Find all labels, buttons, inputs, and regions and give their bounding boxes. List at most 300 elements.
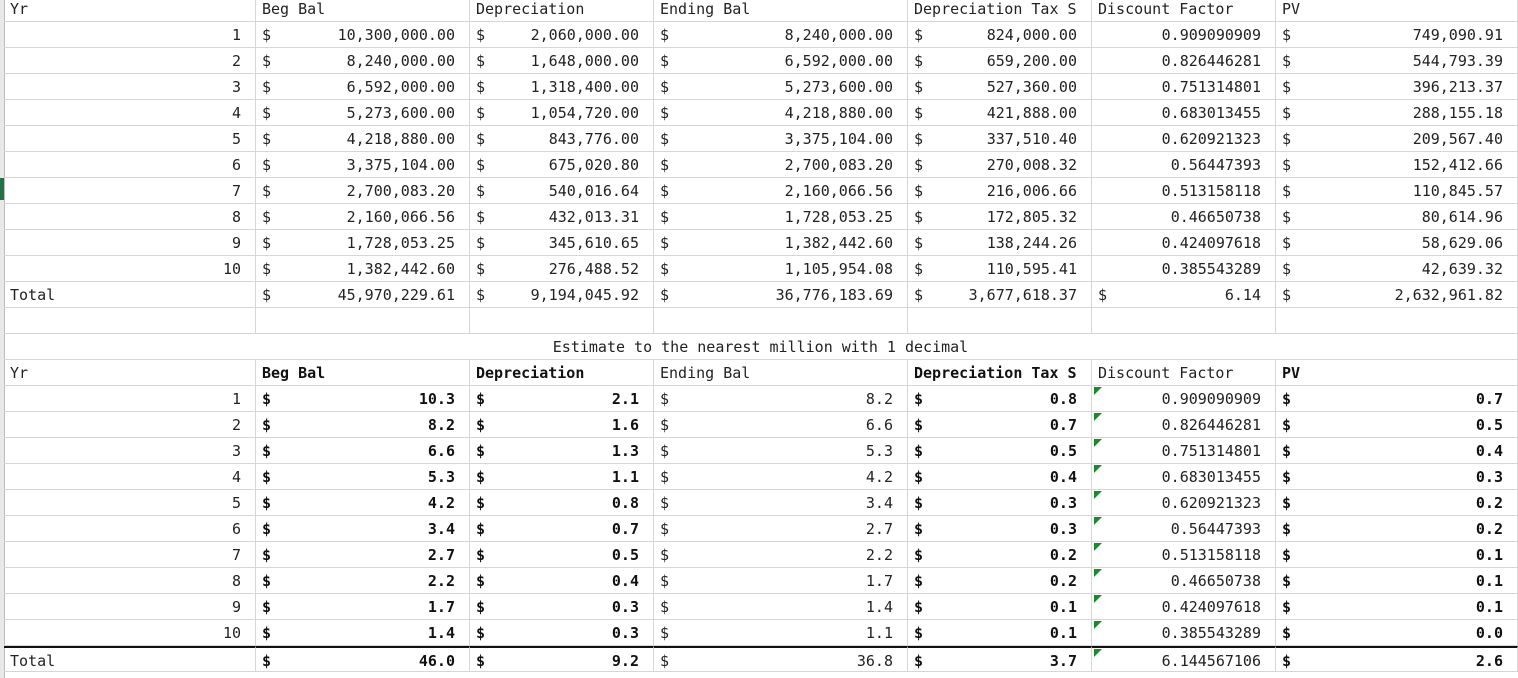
- table2-cell-df[interactable]: [1092, 438, 1276, 464]
- table2-cell-end[interactable]: [654, 464, 908, 490]
- table1-cell-pv[interactable]: [1276, 74, 1518, 100]
- currency-symbol: $: [660, 182, 670, 200]
- table2-cell-tax[interactable]: [908, 594, 1092, 620]
- table1-cell-dep[interactable]: [470, 22, 654, 48]
- table1-cell-yr[interactable]: [4, 22, 256, 48]
- dep-value: 1.1: [611, 468, 639, 486]
- table2-cell-dep[interactable]: [470, 620, 654, 646]
- dep-value: 276,488.52: [548, 260, 639, 278]
- currency-symbol: $: [660, 104, 670, 122]
- dep-value: 1,648,000.00: [530, 52, 639, 70]
- table1-cell-yr[interactable]: [4, 126, 256, 152]
- table1-cell-df[interactable]: [1092, 100, 1276, 126]
- table1-cell-beg[interactable]: [256, 74, 470, 100]
- table1-cell-beg[interactable]: [256, 152, 470, 178]
- column-header-label: Discount Factor: [1098, 364, 1234, 382]
- table1-cell-pv[interactable]: [1276, 178, 1518, 204]
- table2-cell-end[interactable]: [654, 516, 908, 542]
- currency-symbol: $: [262, 286, 272, 304]
- table2-cell-end[interactable]: [654, 490, 908, 516]
- currency-symbol: $: [660, 260, 670, 278]
- table2-cell-yr[interactable]: [4, 542, 256, 568]
- currency-symbol: $: [1282, 286, 1292, 304]
- table2-total-row: [0, 646, 1518, 672]
- currency-symbol: $: [914, 572, 924, 590]
- currency-symbol: $: [1282, 624, 1292, 642]
- pv-value: 0.2: [1475, 494, 1503, 512]
- error-indicator-icon: [1094, 569, 1102, 577]
- table1-cell-end[interactable]: [654, 178, 908, 204]
- currency-symbol: $: [262, 652, 272, 670]
- table2-header-dep[interactable]: [470, 360, 654, 386]
- table1-cell-dep[interactable]: [470, 100, 654, 126]
- currency-symbol: $: [262, 624, 272, 642]
- table1-cell-yr[interactable]: [4, 282, 256, 308]
- currency-symbol: $: [914, 520, 924, 538]
- table2-cell-pv[interactable]: [1276, 646, 1518, 672]
- table1-cell-df[interactable]: [1092, 178, 1276, 204]
- table2-cell-yr[interactable]: [4, 464, 256, 490]
- table1-cell-beg[interactable]: [256, 178, 470, 204]
- table1-cell-df[interactable]: [1092, 282, 1276, 308]
- discount-factor-value: 0.56447393: [1170, 520, 1261, 538]
- table2-cell-yr[interactable]: [4, 438, 256, 464]
- table1-cell-df[interactable]: [1092, 22, 1276, 48]
- blank-cell[interactable]: [1092, 308, 1276, 334]
- table1-cell-end[interactable]: [654, 152, 908, 178]
- blank-cell[interactable]: [4, 308, 256, 334]
- currency-symbol: $: [1282, 156, 1292, 174]
- table2-cell-beg[interactable]: [256, 438, 470, 464]
- table1-cell-beg[interactable]: [256, 48, 470, 74]
- table1-cell-dep[interactable]: [470, 74, 654, 100]
- table1-cell-end[interactable]: [654, 48, 908, 74]
- table2-cell-df[interactable]: [1092, 646, 1276, 672]
- table1-cell-pv[interactable]: [1276, 256, 1518, 282]
- currency-symbol: $: [476, 104, 486, 122]
- table2-cell-pv[interactable]: [1276, 412, 1518, 438]
- table1-data-row: [0, 256, 1518, 282]
- table1-cell-dep[interactable]: [470, 152, 654, 178]
- table1-cell-tax[interactable]: [908, 152, 1092, 178]
- currency-symbol: $: [1282, 26, 1292, 44]
- table1-cell-end[interactable]: [654, 230, 908, 256]
- beg-value: 6.6: [427, 442, 455, 460]
- table1-cell-pv[interactable]: [1276, 126, 1518, 152]
- table2-cell-pv[interactable]: [1276, 568, 1518, 594]
- table1-cell-end[interactable]: [654, 126, 908, 152]
- table1-header-df[interactable]: [1092, 0, 1276, 22]
- table2-header-tax[interactable]: [908, 360, 1092, 386]
- year-number: 1: [231, 26, 241, 44]
- table1-cell-yr[interactable]: [4, 100, 256, 126]
- table2-cell-dep[interactable]: [470, 594, 654, 620]
- currency-symbol: $: [1282, 52, 1292, 70]
- table2-cell-df[interactable]: [1092, 516, 1276, 542]
- error-indicator-icon: [1094, 649, 1102, 657]
- pv-value: 0.7: [1475, 390, 1503, 408]
- table2-data-row: [0, 568, 1518, 594]
- table2-cell-dep[interactable]: [470, 412, 654, 438]
- table1-cell-beg[interactable]: [256, 126, 470, 152]
- table1-cell-tax[interactable]: [908, 256, 1092, 282]
- total-label: Total: [10, 286, 56, 304]
- currency-symbol: $: [1282, 442, 1292, 460]
- blank-cell[interactable]: [470, 308, 654, 334]
- table1-cell-pv[interactable]: [1276, 282, 1518, 308]
- currency-symbol: $: [476, 494, 486, 512]
- table2-cell-beg[interactable]: [256, 412, 470, 438]
- end-value: 6.6: [865, 416, 893, 434]
- table2-cell-yr[interactable]: [4, 646, 256, 672]
- blank-cell[interactable]: [908, 308, 1092, 334]
- table1-cell-beg[interactable]: [256, 230, 470, 256]
- table2-cell-dep[interactable]: [470, 542, 654, 568]
- table1-header-pv[interactable]: [1276, 0, 1518, 22]
- table2-cell-end[interactable]: [654, 412, 908, 438]
- end-value: 36,776,183.69: [775, 286, 893, 304]
- table1-cell-tax[interactable]: [908, 126, 1092, 152]
- currency-symbol: $: [1282, 546, 1292, 564]
- table1-cell-yr[interactable]: [4, 74, 256, 100]
- table2-cell-tax[interactable]: [908, 568, 1092, 594]
- end-value: 1.4: [865, 598, 893, 616]
- table1-cell-pv[interactable]: [1276, 230, 1518, 256]
- table2-cell-dep[interactable]: [470, 568, 654, 594]
- currency-symbol: $: [262, 156, 272, 174]
- table1-cell-end[interactable]: [654, 100, 908, 126]
- year-number: 3: [231, 442, 241, 460]
- table2-cell-tax[interactable]: [908, 464, 1092, 490]
- table2-header-df[interactable]: [1092, 360, 1276, 386]
- end-value: 1.7: [865, 572, 893, 590]
- table2-cell-tax[interactable]: [908, 542, 1092, 568]
- table1-cell-tax[interactable]: [908, 204, 1092, 230]
- table2-cell-tax[interactable]: [908, 490, 1092, 516]
- pv-value: 0.5: [1475, 416, 1503, 434]
- table1-cell-end[interactable]: [654, 74, 908, 100]
- table2-data-row: [0, 464, 1518, 490]
- currency-symbol: $: [914, 260, 924, 278]
- table2-cell-tax[interactable]: [908, 386, 1092, 412]
- table2-cell-tax[interactable]: [908, 516, 1092, 542]
- beg-value: 45,970,229.61: [337, 286, 455, 304]
- table2-cell-pv[interactable]: [1276, 490, 1518, 516]
- table1-cell-pv[interactable]: [1276, 204, 1518, 230]
- blank-cell[interactable]: [1276, 308, 1518, 334]
- currency-symbol: $: [476, 442, 486, 460]
- discount-factor-value: 0.620921323: [1161, 494, 1261, 512]
- table1-cell-yr[interactable]: [4, 48, 256, 74]
- table2-header-end[interactable]: [654, 360, 908, 386]
- currency-symbol: $: [914, 390, 924, 408]
- table1-header-end[interactable]: [654, 0, 908, 22]
- table2-cell-dep[interactable]: [470, 516, 654, 542]
- table2-cell-pv[interactable]: [1276, 594, 1518, 620]
- beg-value: 1.4: [427, 624, 455, 642]
- table1-cell-end[interactable]: [654, 256, 908, 282]
- table2-cell-beg[interactable]: [256, 386, 470, 412]
- table1-cell-pv[interactable]: [1276, 22, 1518, 48]
- table1-cell-tax[interactable]: [908, 74, 1092, 100]
- table2-cell-end[interactable]: [654, 542, 908, 568]
- table2-cell-df[interactable]: [1092, 568, 1276, 594]
- table2-cell-df[interactable]: [1092, 386, 1276, 412]
- table2-cell-pv[interactable]: [1276, 542, 1518, 568]
- table2-cell-dep[interactable]: [470, 386, 654, 412]
- currency-symbol: $: [1282, 130, 1292, 148]
- table1-cell-end[interactable]: [654, 22, 908, 48]
- table1-cell-beg[interactable]: [256, 256, 470, 282]
- error-indicator-icon: [1094, 595, 1102, 603]
- table1-header-dep[interactable]: [470, 0, 654, 22]
- table1-cell-tax[interactable]: [908, 178, 1092, 204]
- table1-cell-dep[interactable]: [470, 256, 654, 282]
- table2-cell-pv[interactable]: [1276, 516, 1518, 542]
- currency-symbol: $: [914, 286, 924, 304]
- discount-factor-value: 0.751314801: [1161, 442, 1261, 460]
- tax-value: 659,200.00: [986, 52, 1077, 70]
- table2-cell-yr[interactable]: [4, 594, 256, 620]
- table1-cell-beg[interactable]: [256, 100, 470, 126]
- table2-header-row: [0, 360, 1518, 386]
- table2-cell-end[interactable]: [654, 646, 908, 672]
- beg-value: 2,700,083.20: [346, 182, 455, 200]
- discount-factor-value: 0.56447393: [1170, 156, 1261, 174]
- table2-cell-beg[interactable]: [256, 620, 470, 646]
- end-value: 4.2: [865, 468, 893, 486]
- currency-symbol: $: [1098, 286, 1108, 304]
- tax-value: 0.2: [1049, 572, 1077, 590]
- table2-cell-df[interactable]: [1092, 490, 1276, 516]
- table2-cell-end[interactable]: [654, 594, 908, 620]
- table1-cell-yr[interactable]: [4, 178, 256, 204]
- table1-cell-tax[interactable]: [908, 100, 1092, 126]
- column-header-label: Ending Bal: [660, 364, 751, 382]
- table2-cell-beg[interactable]: [256, 594, 470, 620]
- table1-cell-yr[interactable]: [4, 204, 256, 230]
- tax-value: 0.2: [1049, 546, 1077, 564]
- estimate-note-cell[interactable]: [4, 334, 1518, 360]
- pv-value: 0.1: [1475, 572, 1503, 590]
- table1-cell-pv[interactable]: [1276, 48, 1518, 74]
- table2-cell-beg[interactable]: [256, 542, 470, 568]
- error-indicator-icon: [1094, 439, 1102, 447]
- table2-cell-tax[interactable]: [908, 620, 1092, 646]
- dep-value: 2,060,000.00: [530, 26, 639, 44]
- table2-cell-yr[interactable]: [4, 490, 256, 516]
- year-number: 10: [222, 624, 241, 642]
- beg-value: 10,300,000.00: [337, 26, 455, 44]
- table2-cell-yr[interactable]: [4, 386, 256, 412]
- error-indicator-icon: [1094, 465, 1102, 473]
- table2-cell-end[interactable]: [654, 568, 908, 594]
- table2-data-row: [0, 490, 1518, 516]
- table1-cell-dep[interactable]: [470, 48, 654, 74]
- table1-cell-df[interactable]: [1092, 256, 1276, 282]
- table2-cell-dep[interactable]: [470, 438, 654, 464]
- discount-factor-value: 0.751314801: [1161, 78, 1261, 96]
- beg-value: 46.0: [418, 652, 455, 670]
- table2-header-yr[interactable]: [4, 360, 256, 386]
- table1-header-tax[interactable]: [908, 0, 1092, 22]
- table2-cell-df[interactable]: [1092, 412, 1276, 438]
- table1-data-row: [0, 22, 1518, 48]
- currency-symbol: $: [476, 208, 486, 226]
- year-number: 2: [231, 416, 241, 434]
- table2-cell-df[interactable]: [1092, 620, 1276, 646]
- end-value: 8.2: [865, 390, 893, 408]
- pv-value: 80,614.96: [1421, 208, 1503, 226]
- table1-cell-tax[interactable]: [908, 48, 1092, 74]
- table2-cell-end[interactable]: [654, 386, 908, 412]
- table1-cell-beg[interactable]: [256, 22, 470, 48]
- table2-cell-df[interactable]: [1092, 464, 1276, 490]
- table2-cell-pv[interactable]: [1276, 386, 1518, 412]
- dep-value: 0.4: [611, 572, 639, 590]
- table2-cell-yr[interactable]: [4, 568, 256, 594]
- table1-cell-tax[interactable]: [908, 22, 1092, 48]
- discount-factor-value: 0.513158118: [1161, 546, 1261, 564]
- end-value: 1,728,053.25: [784, 208, 893, 226]
- table2-cell-tax[interactable]: [908, 646, 1092, 672]
- blank-cell[interactable]: [256, 308, 470, 334]
- currency-symbol: $: [1282, 652, 1292, 670]
- table2-cell-yr[interactable]: [4, 516, 256, 542]
- table1-cell-end[interactable]: [654, 282, 908, 308]
- table2-cell-dep[interactable]: [470, 646, 654, 672]
- table1-cell-yr[interactable]: [4, 230, 256, 256]
- table2-cell-beg[interactable]: [256, 490, 470, 516]
- currency-symbol: $: [262, 260, 272, 278]
- currency-symbol: $: [1282, 416, 1292, 434]
- table1-cell-yr[interactable]: [4, 256, 256, 282]
- table1-cell-beg[interactable]: [256, 204, 470, 230]
- tax-value: 3,677,618.37: [968, 286, 1077, 304]
- discount-factor-value: 6.144567106: [1161, 652, 1261, 670]
- table1-cell-dep[interactable]: [470, 230, 654, 256]
- table1-cell-df[interactable]: [1092, 126, 1276, 152]
- currency-symbol: $: [262, 78, 272, 96]
- table2-cell-end[interactable]: [654, 438, 908, 464]
- table2-header-beg[interactable]: [256, 360, 470, 386]
- table2-cell-pv[interactable]: [1276, 620, 1518, 646]
- table1-cell-tax[interactable]: [908, 282, 1092, 308]
- table2-cell-end[interactable]: [654, 620, 908, 646]
- pv-value: 0.1: [1475, 598, 1503, 616]
- table1-cell-dep[interactable]: [470, 282, 654, 308]
- pv-value: 396,213.37: [1412, 78, 1503, 96]
- table1-cell-dep[interactable]: [470, 126, 654, 152]
- table1-header-beg[interactable]: [256, 0, 470, 22]
- table1-header-yr[interactable]: [4, 0, 256, 22]
- table1-cell-end[interactable]: [654, 204, 908, 230]
- table2-cell-beg[interactable]: [256, 516, 470, 542]
- year-number: 9: [231, 234, 241, 252]
- table2-cell-df[interactable]: [1092, 542, 1276, 568]
- beg-value: 10.3: [418, 390, 455, 408]
- currency-symbol: $: [660, 520, 670, 538]
- table1-cell-pv[interactable]: [1276, 100, 1518, 126]
- currency-symbol: $: [1282, 182, 1292, 200]
- table2-cell-beg[interactable]: [256, 568, 470, 594]
- table1-cell-tax[interactable]: [908, 230, 1092, 256]
- tax-value: 0.5: [1049, 442, 1077, 460]
- table1-data-row: [0, 204, 1518, 230]
- beg-value: 2.2: [427, 572, 455, 590]
- error-indicator-icon: [1094, 543, 1102, 551]
- table1-cell-df[interactable]: [1092, 152, 1276, 178]
- currency-symbol: $: [660, 390, 670, 408]
- table2-cell-tax[interactable]: [908, 412, 1092, 438]
- currency-symbol: $: [262, 468, 272, 486]
- discount-factor-value: 0.909090909: [1161, 26, 1261, 44]
- table2-cell-pv[interactable]: [1276, 464, 1518, 490]
- table2-cell-df[interactable]: [1092, 594, 1276, 620]
- currency-symbol: $: [476, 52, 486, 70]
- table1-data-row: [0, 178, 1518, 204]
- year-number: 3: [231, 78, 241, 96]
- discount-factor-value: 0.424097618: [1161, 598, 1261, 616]
- currency-symbol: $: [660, 286, 670, 304]
- currency-symbol: $: [660, 208, 670, 226]
- table1-cell-df[interactable]: [1092, 48, 1276, 74]
- table2-header-pv[interactable]: [1276, 360, 1518, 386]
- year-number: 9: [231, 598, 241, 616]
- table1-cell-yr[interactable]: [4, 152, 256, 178]
- table2-cell-pv[interactable]: [1276, 438, 1518, 464]
- year-number: 4: [231, 468, 241, 486]
- tax-value: 270,008.32: [986, 156, 1077, 174]
- pv-value: 2.6: [1475, 652, 1503, 670]
- table1-cell-pv[interactable]: [1276, 152, 1518, 178]
- table2-cell-dep[interactable]: [470, 464, 654, 490]
- table1-cell-df[interactable]: [1092, 74, 1276, 100]
- table2-cell-beg[interactable]: [256, 464, 470, 490]
- currency-symbol: $: [476, 468, 486, 486]
- discount-factor-value: 0.826446281: [1161, 52, 1261, 70]
- currency-symbol: $: [262, 208, 272, 226]
- note-row: [0, 334, 1518, 360]
- year-number: 6: [231, 520, 241, 538]
- table1-cell-dep[interactable]: [470, 204, 654, 230]
- column-header-label: Depreciation Tax S: [914, 0, 1077, 18]
- discount-factor-value: 0.683013455: [1161, 104, 1261, 122]
- currency-symbol: $: [262, 572, 272, 590]
- table2-cell-yr[interactable]: [4, 620, 256, 646]
- table2-cell-tax[interactable]: [908, 438, 1092, 464]
- currency-symbol: $: [262, 416, 272, 434]
- end-value: 36.8: [856, 652, 893, 670]
- table1-cell-dep[interactable]: [470, 178, 654, 204]
- table2-cell-dep[interactable]: [470, 490, 654, 516]
- year-number: 1: [231, 390, 241, 408]
- currency-symbol: $: [476, 234, 486, 252]
- currency-symbol: $: [660, 598, 670, 616]
- column-header-label: PV: [1282, 364, 1301, 382]
- table1-cell-beg[interactable]: [256, 282, 470, 308]
- total-label: Total: [10, 652, 56, 670]
- table1-cell-df[interactable]: [1092, 230, 1276, 256]
- discount-factor-value: 0.826446281: [1161, 416, 1261, 434]
- currency-symbol: $: [1282, 520, 1292, 538]
- error-indicator-icon: [1094, 387, 1102, 395]
- table1-cell-df[interactable]: [1092, 204, 1276, 230]
- table2-cell-yr[interactable]: [4, 412, 256, 438]
- table2-cell-beg[interactable]: [256, 646, 470, 672]
- blank-cell[interactable]: [654, 308, 908, 334]
- tax-value: 110,595.41: [986, 260, 1077, 278]
